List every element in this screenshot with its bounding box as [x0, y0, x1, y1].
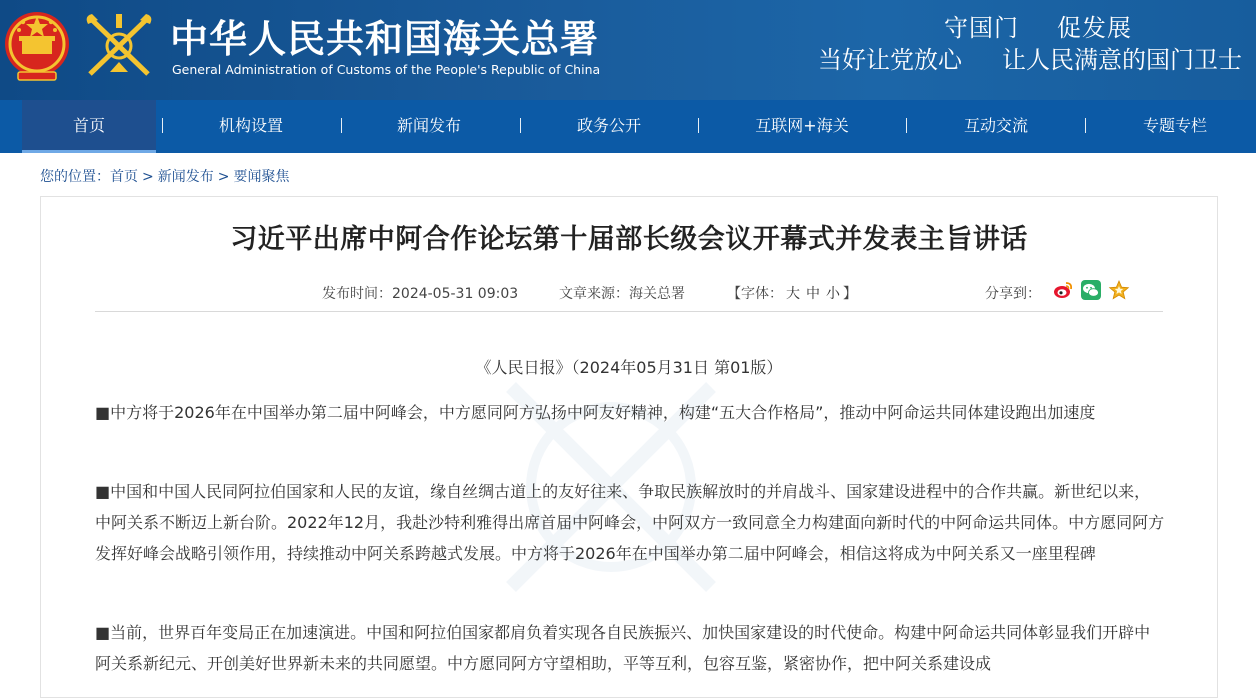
slogan-text: 当好让党放心: [818, 46, 962, 74]
publish-time: [322, 283, 518, 303]
nav-separator: [1085, 118, 1086, 133]
nav-separator: [906, 118, 907, 133]
nav-item-organization[interactable]: 机构设置: [218, 116, 283, 135]
breadcrumb-focus-link[interactable]: 要闻聚焦: [233, 169, 290, 185]
article-source: [559, 283, 685, 303]
wechat-icon[interactable]: [1080, 279, 1102, 301]
site-subtitle: General Administration of Customs of the People's Republic of China: [172, 62, 601, 77]
font-label: 【字体：: [727, 286, 783, 302]
site-title: 中华人民共和国海关总署: [170, 16, 600, 61]
breadcrumb: [40, 166, 289, 186]
source-value: 海关总署: [629, 286, 685, 302]
slogan-line-1: [944, 8, 1132, 43]
font-size-selector: [727, 283, 857, 303]
breadcrumb-separator: >: [217, 169, 230, 185]
nav-item-internet-customs[interactable]: 互联网+海关: [755, 116, 849, 135]
nav-separator: [341, 118, 342, 133]
favorite-star-icon[interactable]: [1108, 279, 1130, 301]
font-bracket-close: 】: [843, 286, 857, 302]
font-size-medium[interactable]: 中: [806, 286, 820, 302]
nav-item-government-affairs[interactable]: 政务公开: [576, 116, 641, 135]
nav-separator: [162, 118, 163, 133]
nav-item-interaction[interactable]: 互动交流: [963, 116, 1028, 135]
nav-item-news[interactable]: 新闻发布: [396, 116, 461, 135]
publish-label: 发布时间：: [322, 286, 392, 302]
article-paragraph: ■中方将于2026年在中国举办第二届中阿峰会，中方愿同阿方弘扬中阿友好精神，构建“五大合作格局”，推动中阿命运共同体建设跑出加速度: [95, 403, 1096, 422]
breadcrumb-separator: >: [142, 169, 154, 185]
slogan-text: 促发展: [1057, 14, 1132, 42]
customs-logo-icon: [82, 10, 156, 82]
slogan-text: 守国门: [944, 14, 1019, 42]
share-label: 分享到：: [985, 286, 1041, 302]
nav-item-special-topics[interactable]: 专题专栏: [1142, 116, 1207, 135]
nav-item-home[interactable]: 首页: [22, 100, 156, 153]
publish-value: 2024-05-31 09:03: [392, 286, 519, 302]
breadcrumb-prefix: 您的位置：: [40, 169, 110, 185]
nav-separator: [520, 118, 521, 133]
site-header: [0, 0, 1256, 100]
weibo-icon[interactable]: [1052, 279, 1074, 301]
breadcrumb-news-link[interactable]: 新闻发布: [157, 169, 214, 185]
newspaper-source: 《人民日报》（2024年05月31日 第01版）: [475, 358, 783, 377]
article-paragraph: ■中国和中国人民同阿拉伯国家和人民的友谊，缘自丝绸古道上的友好往来、争取民族解放时的并肩战斗、国家建设进程中的合作共赢。新世纪以来，中阿关系不断迈上新台阶。2022年12月，我赴沙特利雅得出席首届中阿峰会，中阿双方一致同意全力构建面向新时代的中阿命运共同体。中方愿同阿方发挥好峰会战略引领作用，持续推动中阿关系跨越式发展。中方将于2026年在中国举办第二届中阿峰会，相信这将成为中阿关系又一座里程碑: [95, 482, 1165, 563]
font-size-large[interactable]: 大: [786, 286, 800, 302]
source-label: 文章来源：: [559, 286, 629, 302]
article-paragraph: ■当前，世界百年变局正在加速演进。中国和阿拉伯国家都肩负着实现各自民族振兴、加快国家建设的时代使命。构建中阿命运共同体彰显我们开辟中阿关系新纪元、开创美好世界新未来的共同愿望。中方愿同阿方守望相助，平等互利，包容互鉴，紧密协作，把中阿关系建设成: [95, 623, 1151, 673]
article-title: 习近平出席中阿合作论坛第十届部长级会议开幕式并发表主旨讲话: [230, 224, 1028, 255]
nav-separator: [698, 118, 699, 133]
article-container: [40, 196, 1218, 698]
font-size-small[interactable]: 小: [826, 286, 840, 302]
breadcrumb-home-link[interactable]: 首页: [110, 169, 138, 185]
title-divider: [95, 311, 1163, 312]
slogan-line-2: [818, 40, 1242, 75]
national-emblem-icon: [2, 6, 72, 86]
slogan-text: 让人民满意的国门卫士: [1002, 46, 1242, 74]
main-nav: [0, 100, 1256, 153]
